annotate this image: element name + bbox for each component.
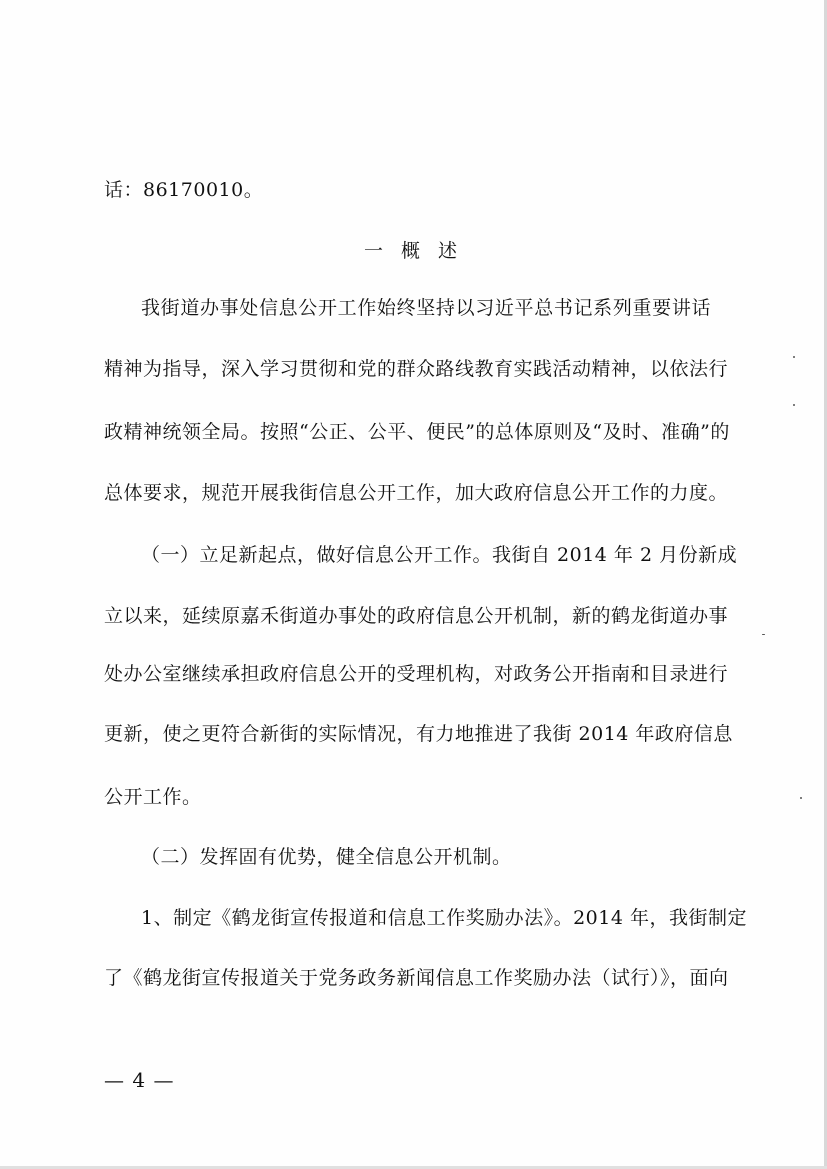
text-line: 精神为指导，深入学习贯彻和党的群众路线教育实践活动精神，以依法行 [104,358,729,380]
scan-speck [793,404,795,406]
text-line: 总体要求，规范开展我街信息公开工作，加大政府信息公开工作的力度。 [104,482,729,504]
text-line: 立以来，延续原嘉禾街道办事处的政府信息公开机制，新的鹤龙街道办事 [104,605,729,627]
section-heading: 一 概 述 [363,240,464,262]
text-line: 更新，使之更符合新街的实际情况，有力地推进了我街 2014 年政府信息 [104,723,733,745]
text-line: 处办公室继续承担政府信息公开的受理机构，对政务公开指南和目录进行 [104,663,729,685]
scan-speck [762,634,765,635]
text-line: 我街道办事处信息公开工作始终坚持以习近平总书记系列重要讲话 [141,297,711,319]
text-line: （二）发挥固有优势，健全信息公开机制。 [141,846,512,868]
scan-speck [793,356,795,358]
text-line: 了《鹤龙街宣传报道关于党务政务新闻信息工作奖励办法（试行）》，面向 [104,967,729,989]
scan-speck [800,797,802,799]
text-line: （一）立足新起点，做好信息公开工作。我街自 2014 年 2 月份新成 [141,544,738,566]
text-line: 公开工作。 [104,786,202,808]
text-line: 政精神统领全局。按照“公正、公平、便民”的总体原则及“及时、准确”的 [104,421,730,443]
page-number: — 4 — [104,1068,175,1092]
text-line: 1、制定《鹤龙街宣传报道和信息工作奖励办法》。2014 年，我街制定 [141,907,747,929]
text-line: 话：86170010。 [104,179,264,201]
